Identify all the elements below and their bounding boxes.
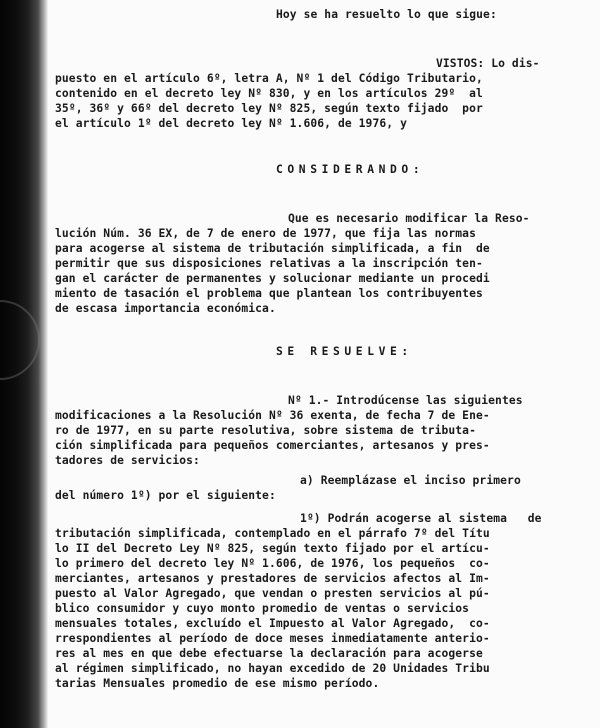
considerando-line: lución Núm. 36 EX, de 7 de enero de 1977, que fija las normas [55,227,476,240]
resolution-item-line: tadores de servicios: [55,454,200,467]
vistos-line: contenido en el decreto ley Nº 830, y en los artículos 29º al [55,87,483,100]
document-header: Hoy se ha resuelto lo que sigue: [276,8,497,21]
considerando-line: gan el carácter de permanentes y solucionar mediante un procedi [55,272,490,285]
se-resuelve-heading: SE RESUELVE: [276,345,413,358]
vistos-line: el artículo 1º del decreto ley Nº 1.606, de 1976, y [55,117,407,130]
amendment-line: del número 1º) por el siguiente: [55,489,276,502]
paragraph-line: mensuales totales, excluído el Impuesto al Valor Agregado, co- [55,617,490,630]
considerando-line: Que es necesario modificar la Reso- [288,212,530,225]
paragraph-line: al régimen simplificado, no hayan excedido de 20 Unidades Tribu [55,662,490,675]
paragraph-line: rrespondientes al período de doce meses inmediatamente anterio- [55,632,490,645]
considerando-line: miento de tasación el problema que plantean los contribuyentes [55,287,483,300]
paragraph-line: puesto al Valor Agregado, que vendan o presten servicios al pú- [55,587,490,600]
resolution-item-line: Nº 1.- Introdúcense las siguientes [288,394,523,407]
considerando-line: de escasa importancia económica. [55,302,276,315]
paragraph-line: lo primero del decreto ley Nº 1.606, de 1976, los pequeños co- [55,557,490,570]
considerando-line: para acogerse al sistema de tributación simplificada, a fin de [55,242,490,255]
vistos-line: VISTOS: Lo dis- [436,57,540,70]
vistos-line: puesto en el artículo 6º, letra A, Nº 1 del Código Tributario, [55,72,483,85]
paragraph-line: lo II del Decreto Ley Nº 825, según texto fijado por el artícu- [55,542,490,555]
resolution-item-line: ción simplificada para pequeños comerciantes, artesanos y pres- [55,439,490,452]
considerando-heading: CONSIDERANDO: [276,163,425,176]
amendment-line: a) Reemplázase el inciso primero [300,474,521,487]
considerando-line: permitir que sus disposiciones relativas a la inscripción ten- [55,257,483,270]
resolution-item-line: ro de 1977, en su parte resolutiva, sobre sistema de tributa- [55,424,476,437]
paragraph-line: res al mes en que debe efectuarse la declaración para acogerse [55,647,483,660]
paragraph-line: 1º) Podrán acogerse al sistema de [300,512,542,525]
paragraph-line: tributación simplificada, contemplado en el párrafo 7º del Títu [55,527,490,540]
paragraph-line: tarias Mensuales promedio de ese mismo período. [55,677,380,690]
resolution-item-line: modificaciones a la Resolución Nº 36 exenta, de fecha 7 de Ene- [55,409,490,422]
vistos-line: 35º, 36º y 66º del decreto ley Nº 825, según texto fijado por [55,102,483,115]
paragraph-line: merciantes, artesanos y prestadores de servicios afectos al Im- [55,572,490,585]
paragraph-line: blico consumidor y cuyo monto promedio de ventas o servicios [55,602,470,615]
